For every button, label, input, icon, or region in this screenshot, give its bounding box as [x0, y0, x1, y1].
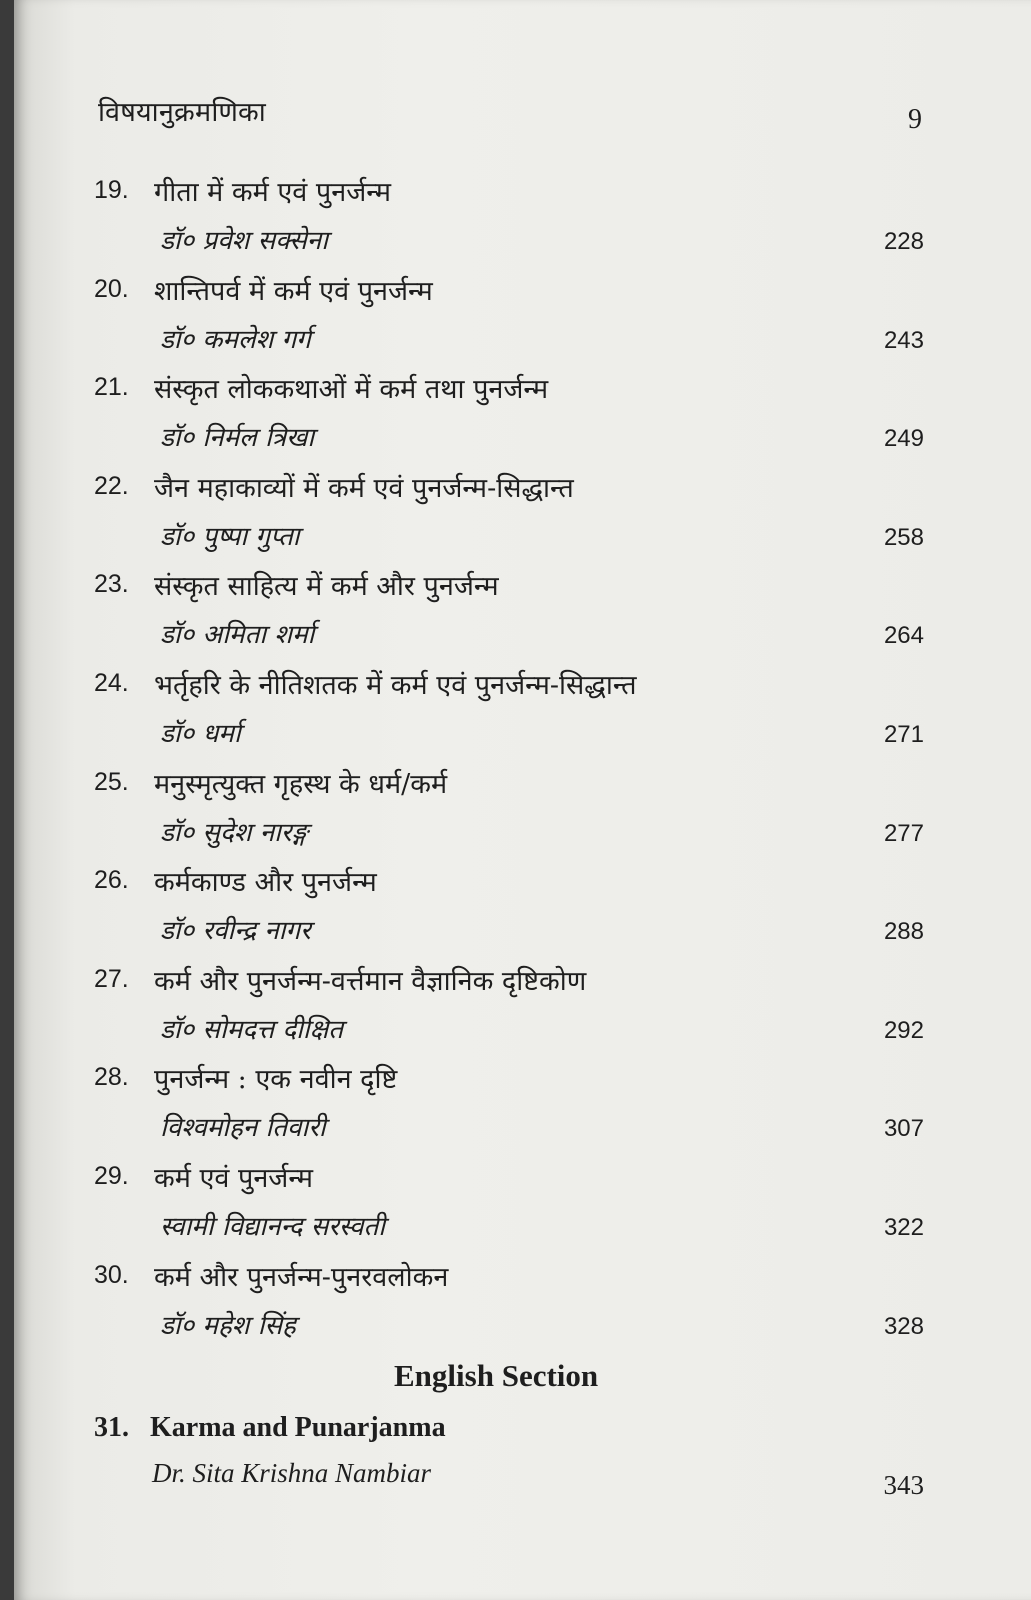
entry-number: 26.	[94, 866, 129, 895]
entry-title: पुनर्जन्म : एक नवीन दृष्टि	[154, 1064, 398, 1096]
entry-author: Dr. Sita Krishna Nambiar	[152, 1458, 432, 1488]
entry-title: Karma and Punarjanma	[150, 1412, 446, 1443]
toc-entry	[94, 1063, 924, 1153]
entry-author: डॉ० सुदेश नारङ्ग	[160, 817, 309, 848]
entry-number: 22.	[94, 471, 129, 500]
entry-page-number: 292	[883, 1016, 924, 1044]
toc-entry	[94, 866, 924, 956]
entry-number: 29.	[94, 1162, 129, 1190]
entry-author: डॉ० धर्मा	[160, 719, 241, 749]
entry-title: जैन महाकाव्यों में कर्म एवं पुनर्जन्म-सिद्धान्त	[154, 472, 574, 504]
entry-author: डॉ० कमलेश गर्ग	[160, 324, 311, 355]
page-number: 9	[908, 104, 922, 135]
entry-author: डॉ० प्रवेश सक्सेना	[160, 226, 328, 256]
entry-author: डॉ० पुष्पा गुप्ता	[160, 521, 300, 552]
entry-page-number: 322	[883, 1214, 924, 1241]
toc-entry	[94, 768, 924, 858]
entry-number: 21.	[94, 373, 129, 402]
toc-entry	[94, 1412, 924, 1502]
entry-author: डॉ० सोमदत्त दीक्षित	[160, 1014, 344, 1045]
entry-page-number: 328	[883, 1312, 924, 1340]
entry-number: 27.	[94, 964, 129, 993]
entry-page-number: 249	[883, 425, 924, 453]
book-page	[14, 0, 1031, 1600]
entry-title: गीता में कर्म एवं पुनर्जन्म	[154, 177, 391, 208]
toc-entry	[94, 669, 924, 759]
entry-title: कर्म और पुनर्जन्म-पुनरवलोकन	[154, 1261, 449, 1293]
entry-author: डॉ० महेश सिंह	[160, 1310, 296, 1341]
entry-number: 19.	[94, 176, 129, 204]
entry-author: विश्वमोहन तिवारी	[160, 1113, 326, 1144]
entry-title: संस्कृत लोककथाओं में कर्म तथा पुनर्जन्म	[154, 374, 549, 406]
entry-page-number: 271	[883, 721, 924, 748]
entry-page-number: 277	[883, 819, 924, 847]
entry-page-number: 307	[883, 1115, 924, 1143]
entry-title: मनुस्मृत्युक्त गृहस्थ के धर्म/कर्म	[154, 768, 448, 800]
english-section-heading: English Section	[394, 1358, 599, 1393]
toc-entry	[94, 1261, 924, 1351]
toc-entry	[94, 176, 924, 266]
entry-page-number: 243	[883, 326, 924, 354]
entry-number: 28.	[94, 1063, 129, 1092]
entry-author: डॉ० अमिता शर्मा	[160, 620, 315, 651]
toc-entry	[94, 1162, 924, 1252]
entry-title: संस्कृत साहित्य में कर्म और पुनर्जन्म	[154, 571, 499, 603]
entry-title: कर्मकाण्ड और पुनर्जन्म	[154, 867, 377, 899]
toc-entry	[94, 275, 924, 365]
entry-number: 25.	[94, 767, 129, 796]
entry-author: डॉ० रवीन्द्र नागर	[160, 916, 311, 947]
entry-title: भर्तृहरि के नीतिशतक में कर्म एवं पुनर्जन्म-सिद्धान्त	[154, 670, 637, 701]
toc-entry	[94, 570, 924, 660]
entry-page-number: 264	[883, 622, 924, 650]
entry-title: कर्म एवं पुनर्जन्म	[154, 1163, 314, 1194]
entry-page-number: 343	[883, 1470, 924, 1500]
toc-entry	[94, 965, 924, 1055]
entry-page-number: 288	[883, 918, 924, 946]
entry-number: 23.	[94, 570, 129, 599]
entry-number: 31.	[94, 1412, 129, 1443]
toc-entry	[94, 373, 924, 463]
running-header-title: विषयानुक्रमणिका	[98, 97, 266, 128]
entry-page-number: 228	[883, 228, 924, 255]
entry-author: स्वामी विद्यानन्द सरस्वती	[160, 1212, 386, 1242]
entry-number: 24.	[94, 669, 129, 697]
entry-number: 20.	[94, 274, 129, 303]
entry-title: कर्म और पुनर्जन्म-वर्त्तमान वैज्ञानिक दृष्टिकोण	[154, 965, 587, 997]
entry-page-number: 258	[883, 523, 924, 551]
entry-author: डॉ० निर्मल त्रिखा	[160, 423, 315, 454]
entry-title: शान्तिपर्व में कर्म एवं पुनर्जन्म	[154, 275, 433, 307]
entry-number: 30.	[94, 1260, 129, 1289]
toc-entry	[94, 472, 924, 562]
